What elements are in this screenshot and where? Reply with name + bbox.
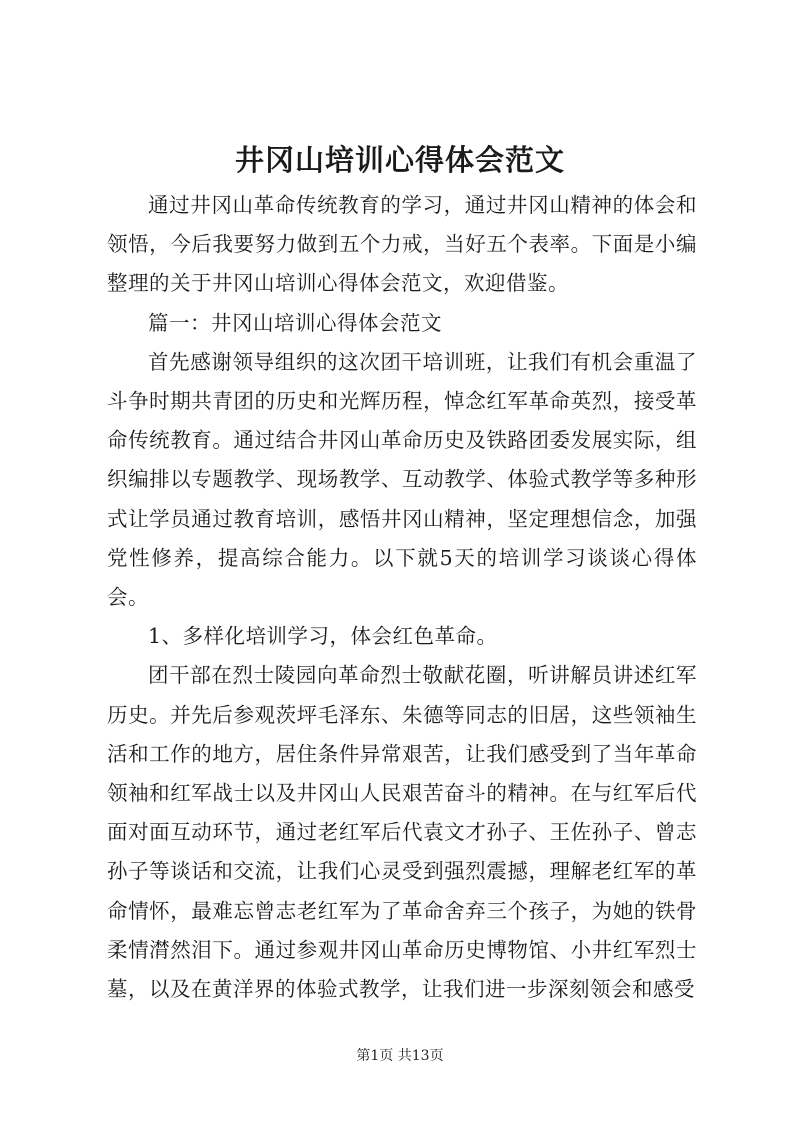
section-heading: 篇一：井冈山培训心得体会范文 [148, 310, 442, 335]
page-footer: 第1页 共13页 [356, 1048, 444, 1064]
subsection-heading: 1、多样化培训学习，体会红色革命。 [148, 624, 498, 649]
paragraph-intro: 通过井冈山革命传统教育的学习，通过井冈山精神的体会和领悟，今后我要努力做到五个力戒，当好五个表率。下面是小编整理的关于井冈山培训心得体会范文，欢迎借鉴。 [107, 193, 697, 296]
paragraph-first: 首先感谢领导组织的这次团干培训班，让我们有机会重温了斗争时期共青团的历史和光辉历程，悼念红军革命英烈，接受革命传统教育。通过结合井冈山革命历史及铁路团委发展实际，组织编排以专题教学、现场教学、互动教学、体验式教学等多种形式让学员通过教育培训，感悟井冈山精神，坚定理想信念，加强党性修养，提高综合能力。以下就5天的培训学习谈谈心得体会。 [107, 349, 697, 610]
paragraph-second: 团干部在烈士陵园向革命烈士敬献花圈，听讲解员讲述红军历史。并先后参观茨坪毛泽东、朱德等同志的旧居，这些领袖生活和工作的地方，居住条件异常艰苦，让我们感受到了当年革命领袖和红军战士以及井冈山人民艰苦奋斗的精神。在与红军后代面对面互动环节，通过老红军后代袁文才孙子、王佐孙子、曾志孙子等谈话和交流，让我们心灵受到强烈震撼，理解老红军的革命情怀，最难忘曾志老红军为了革命舍弃三个孩子，为她的铁骨柔情潸然泪下。通过参观井冈山革命历史博物馆、小井红军烈士墓，以及在黄洋界的体验式教学，让我们进一步深刻领会和感受 [107, 663, 697, 1002]
document-title: 井冈山培训心得体会范文 [234, 143, 565, 177]
document-body [107, 186, 697, 1009]
